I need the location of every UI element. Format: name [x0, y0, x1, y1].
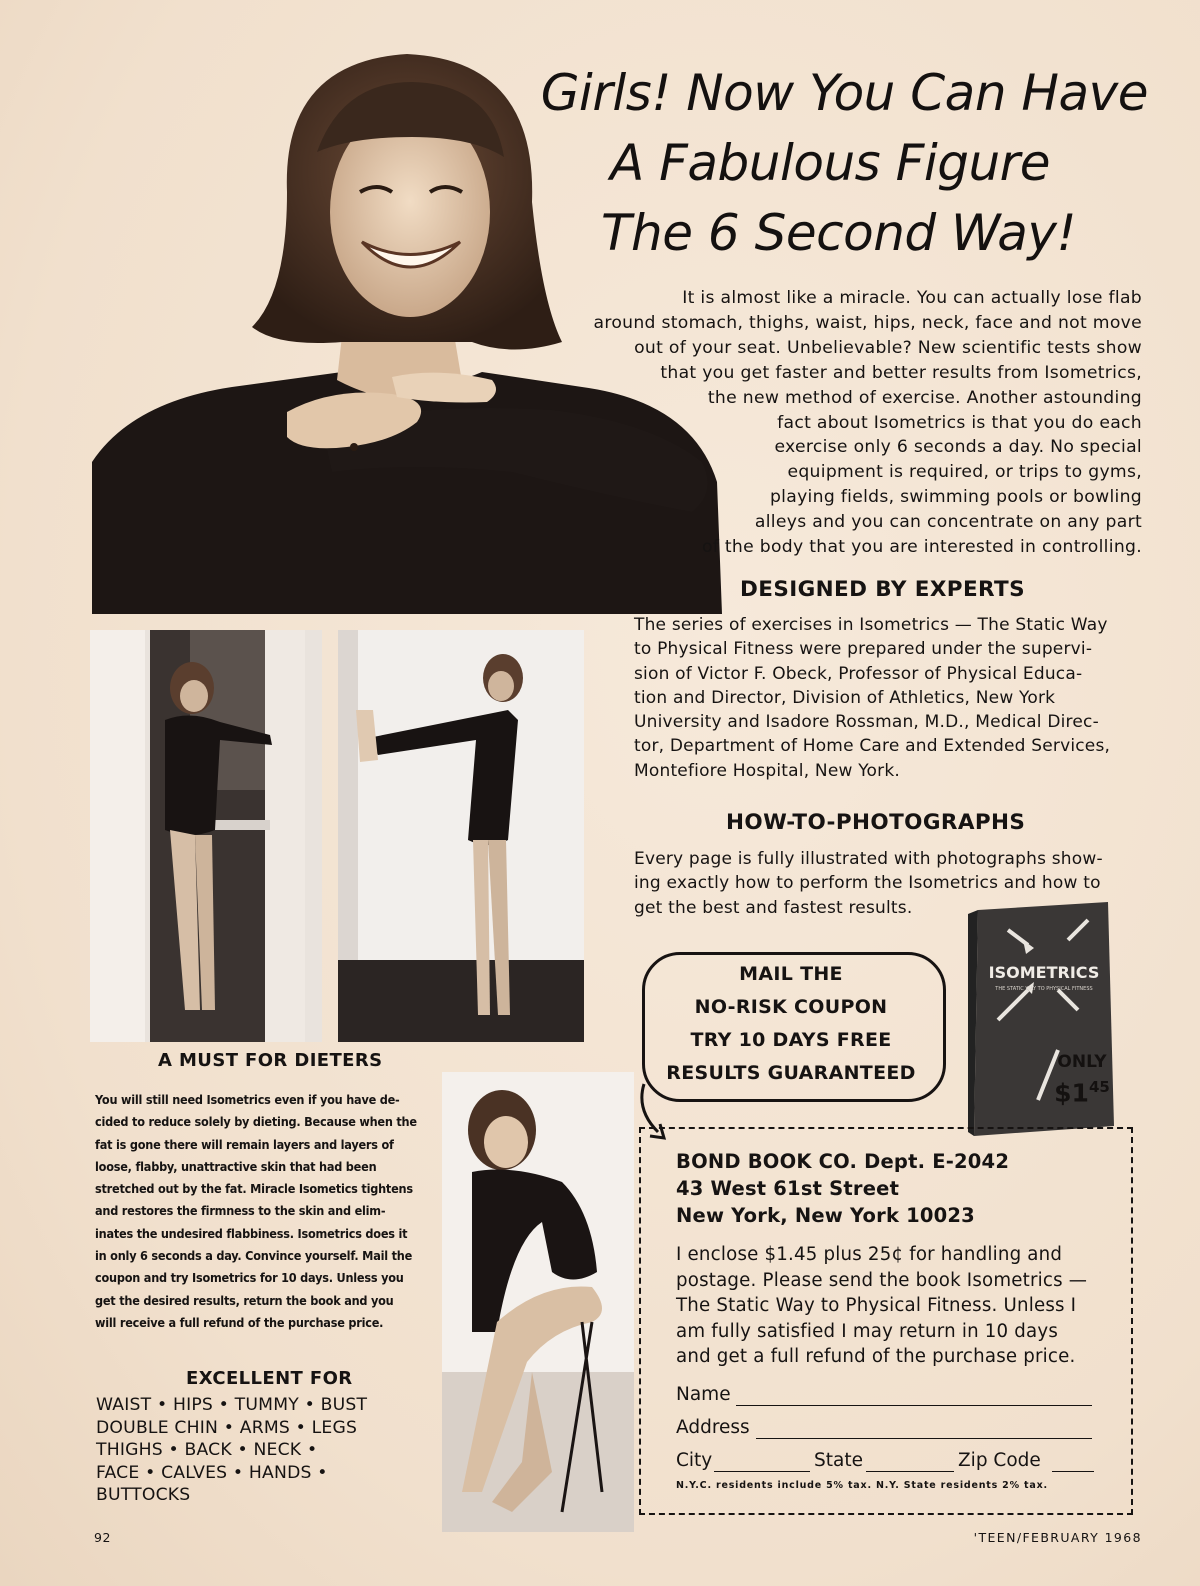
callout-line: NO-RISK COUPON [694, 996, 888, 1018]
chair-exercise-photo [442, 1072, 634, 1532]
price-tag [1042, 1052, 1122, 1108]
coupon-line: am fully satisfied I may return in 10 days [676, 1320, 1059, 1342]
experts-line: tor, Department of Home Care and Extended Services, [634, 736, 1111, 757]
intro-line: fact about Isometrics is that you do each [777, 412, 1142, 433]
address-field[interactable] [756, 1438, 1092, 1439]
intro-line: It is almost like a miracle. You can actually lose flab [682, 288, 1142, 308]
experts-heading: DESIGNED BY EXPERTS [740, 577, 1025, 602]
dieters-line: in only 6 seconds a day. Convince yourself. Mail the [95, 1249, 413, 1264]
body-parts-list [96, 1394, 367, 1507]
address-line: BOND BOOK CO. Dept. E-2042 [676, 1150, 1010, 1173]
howto-heading: HOW-TO-PHOTOGRAPHS [726, 810, 1026, 835]
body-parts-line: BUTTOCKS [96, 1485, 191, 1506]
howto-line: ing exactly how to perform the Isometrics and how to [634, 873, 1101, 894]
body-parts-line: WAIST • HIPS • TUMMY • BUST [96, 1395, 368, 1415]
howto-line: Every page is fully illustrated with photographs show- [634, 849, 1103, 869]
doorway-exercise-photo [90, 630, 322, 1042]
dieters-line: get the desired results, return the book and you [95, 1293, 394, 1308]
intro-line: that you get faster and better results from Isometrics, [660, 362, 1142, 383]
callout-line: TRY 10 DAYS FREE [690, 1029, 892, 1051]
headline [428, 58, 1148, 268]
zip-field[interactable] [1052, 1471, 1094, 1472]
intro-line: alleys and you can concentrate on any part [754, 512, 1142, 533]
headline-line-1: Girls! Now You Can Have [540, 64, 1148, 122]
intro-paragraph [542, 286, 1142, 560]
headline-line-3: The 6 Second Way! [601, 204, 1076, 262]
coupon-line: and get a full refund of the purchase price. [676, 1346, 1076, 1367]
book-subtitle: THE STATIC WAY TO PHYSICAL FITNESS [995, 986, 1093, 992]
city-label: City [676, 1450, 713, 1471]
experts-line: University and Isadore Rossman, M.D., Medical Direc- [634, 712, 1099, 733]
address-line: 43 West 61st Street [676, 1177, 900, 1200]
experts-line: tion and Director, Division of Athletics, New York [634, 687, 1056, 708]
book-title: ISOMETRICS [988, 963, 1100, 982]
dieters-line: will receive a full refund of the purchase price. [95, 1315, 384, 1330]
state-field[interactable] [866, 1471, 954, 1472]
zip-label: Zip Code [958, 1450, 1041, 1471]
coupon-line: I enclose $1.45 plus 25¢ for handling and [676, 1244, 1063, 1265]
coupon-body [676, 1242, 1087, 1370]
price-cents: 45 [1088, 1078, 1110, 1096]
coupon-address [676, 1148, 1009, 1229]
price-label: ONLY [1057, 1052, 1107, 1072]
howto-line: get the best and fastest results. [634, 897, 913, 918]
name-field[interactable] [736, 1405, 1092, 1406]
dieters-line: and restores the firmness to the skin and elim- [95, 1204, 386, 1219]
coupon-line: The Static Way to Physical Fitness. Unless I [676, 1295, 1077, 1316]
name-label: Name [676, 1384, 731, 1405]
address-label: Address [676, 1417, 750, 1438]
dieters-line: fat is gone there will remain layers and layers of [95, 1137, 394, 1152]
dieters-line: stretched out by the fat. Miracle Isometics tightens [95, 1182, 413, 1197]
dieters-line: You will still need Isometrics even if you have de- [95, 1093, 400, 1107]
price-value [1042, 1072, 1122, 1108]
body-parts-line: FACE • CALVES • HANDS • [96, 1462, 328, 1483]
dieters-heading: A MUST FOR DIETERS [158, 1050, 383, 1071]
dieters-line: coupon and try Isometrics for 10 days. Unless you [95, 1271, 404, 1286]
experts-line: to Physical Fitness were prepared under the supervi- [634, 639, 1093, 660]
dieters-line: cided to reduce solely by dieting. Because when the [95, 1115, 417, 1130]
intro-line: exercise only 6 seconds a day. No special [774, 437, 1142, 458]
intro-line: playing fields, swimming pools or bowling [769, 487, 1142, 508]
headline-line-2: A Fabulous Figure [610, 134, 1050, 192]
intro-line: equipment is required, or trips to gyms, [787, 462, 1142, 483]
body-parts-line: THIGHS • BACK • NECK • [96, 1440, 318, 1461]
experts-line: Montefiore Hospital, New York. [634, 760, 900, 781]
intro-line: the new method of exercise. Another astounding [707, 387, 1142, 408]
callout-line: RESULTS GUARANTEED [666, 1062, 916, 1084]
dieters-line: inates the undesired flabbiness. Isometrics does it [95, 1226, 408, 1241]
price-dollars: $1 [1054, 1078, 1089, 1108]
wall-push-exercise-photo [338, 630, 584, 1042]
intro-line: out of your seat. Unbelievable? New scientific tests show [634, 337, 1142, 358]
experts-line: sion of Victor F. Obeck, Professor of Physical Educa- [634, 663, 1083, 684]
body-parts-line: DOUBLE CHIN • ARMS • LEGS [96, 1417, 358, 1438]
excellent-heading: EXCELLENT FOR [186, 1368, 353, 1389]
experts-paragraph [634, 613, 1144, 783]
issue-line: 'TEEN/FEBRUARY 1968 [973, 1530, 1142, 1545]
state-label: State [814, 1450, 863, 1471]
tax-note: N.Y.C. residents include 5% tax. N.Y. State residents 2% tax. [676, 1480, 1048, 1491]
address-line: New York, New York 10023 [676, 1204, 975, 1227]
coupon-line: postage. Please send the book Isometrics — [676, 1269, 1088, 1291]
city-field[interactable] [714, 1471, 810, 1472]
intro-line: around stomach, thighs, waist, hips, neck, face and not move [593, 312, 1142, 333]
callout-text [642, 958, 940, 1090]
experts-line: The series of exercises in Isometrics — The Static Way [634, 615, 1108, 635]
dieters-line: loose, flabby, unattractive skin that had been [95, 1159, 377, 1174]
intro-line: of the body that you are interested in controlling. [701, 537, 1142, 558]
dieters-paragraph [95, 1089, 417, 1334]
callout-line: MAIL THE [739, 963, 843, 985]
page-number: 92 [94, 1530, 112, 1545]
